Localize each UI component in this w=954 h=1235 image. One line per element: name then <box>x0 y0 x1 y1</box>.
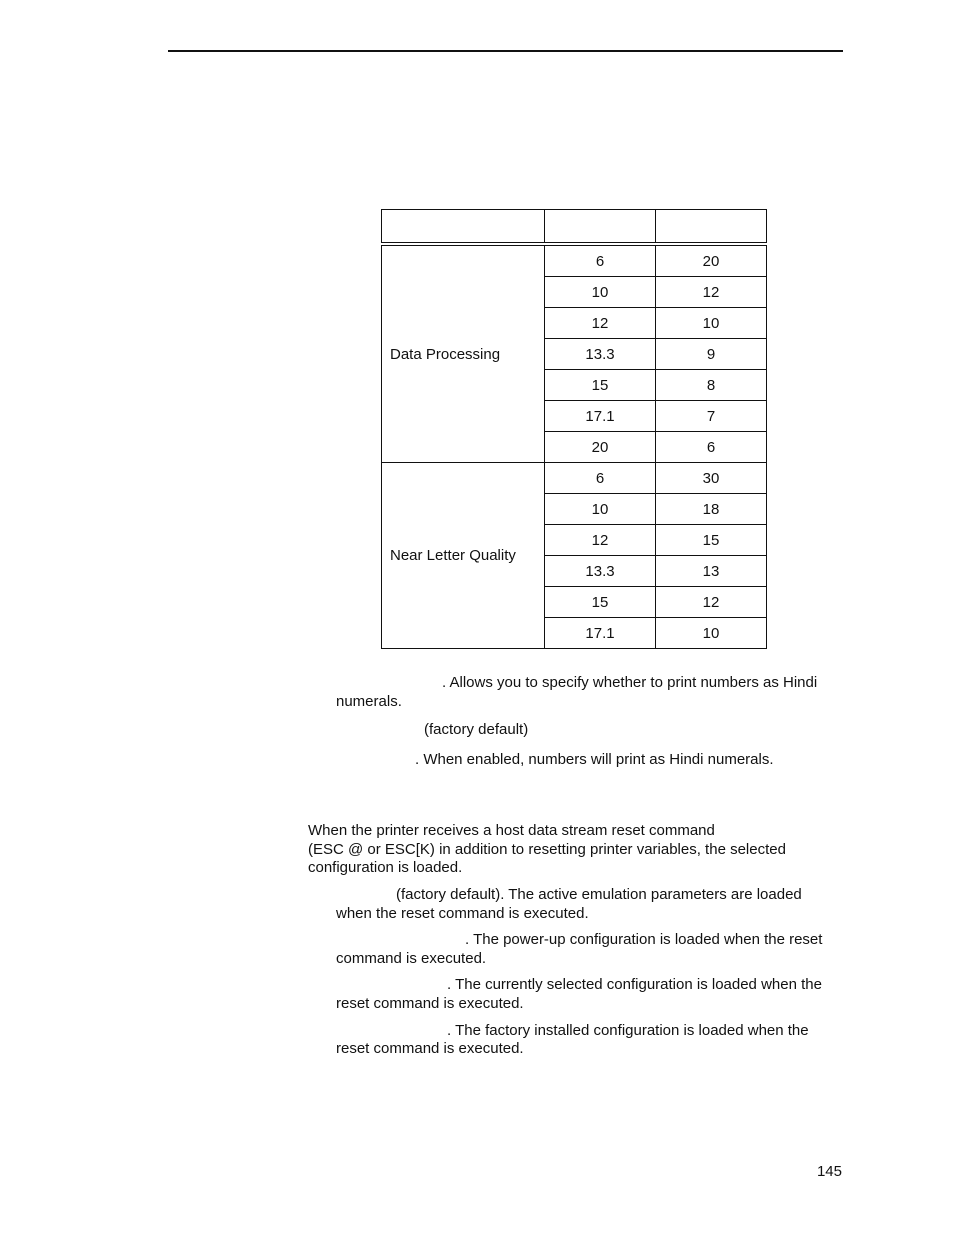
table-row <box>382 463 767 494</box>
table-header-cell <box>382 210 545 245</box>
hindi-option-enable: . When enabled, numbers will print as Hindi numerals. <box>415 751 774 768</box>
table-cell: 6 <box>545 244 656 277</box>
table-header-cell <box>545 210 656 245</box>
pitch-table <box>381 209 767 649</box>
table-cell: 10 <box>545 494 656 525</box>
table-cell: 6 <box>656 432 767 463</box>
mode-cell-near-letter-quality: Near Letter Quality <box>382 463 545 649</box>
reset-option-1-line2: when the reset command is executed. <box>336 905 589 922</box>
reset-option-4-line1: . The factory installed configuration is loaded when the <box>447 1022 809 1039</box>
table-cell: 12 <box>545 525 656 556</box>
table-header-row <box>382 210 767 245</box>
table-header-cell <box>656 210 767 245</box>
table-cell: 13.3 <box>545 556 656 587</box>
table-cell: 12 <box>656 587 767 618</box>
table-cell: 7 <box>656 401 767 432</box>
reset-option-2-line1: . The power-up configuration is loaded when the reset <box>465 931 823 948</box>
reset-intro-line3: configuration is loaded. <box>308 859 463 876</box>
table-cell: 30 <box>656 463 767 494</box>
header-rule <box>168 50 843 52</box>
table-cell: 20 <box>656 244 767 277</box>
table-cell: 13 <box>656 556 767 587</box>
page-number: 145 <box>816 1163 842 1180</box>
table-cell: 6 <box>545 463 656 494</box>
table-cell: 10 <box>656 308 767 339</box>
reset-option-3-line2: reset command is executed. <box>336 995 524 1012</box>
hindi-description-line1: . Allows you to specify whether to print numbers as Hindi <box>442 674 818 691</box>
table-cell: 18 <box>656 494 767 525</box>
table-cell: 10 <box>656 618 767 649</box>
table-cell: 10 <box>545 277 656 308</box>
reset-option-2-line2: command is executed. <box>336 950 487 967</box>
reset-option-1-line1: (factory default). The active emulation parameters are loaded <box>396 886 802 903</box>
table-row <box>382 244 767 277</box>
reset-option-3-line1: . The currently selected configuration is loaded when the <box>447 976 822 993</box>
table-cell: 12 <box>545 308 656 339</box>
table-cell: 15 <box>656 525 767 556</box>
table-cell: 15 <box>545 587 656 618</box>
table-cell: 17.1 <box>545 401 656 432</box>
table-cell: 20 <box>545 432 656 463</box>
table-cell: 13.3 <box>545 339 656 370</box>
hindi-description-line2: numerals. <box>336 693 402 710</box>
reset-intro-line2: (ESC @ or ESC[K) in addition to resetting printer variables, the selected <box>308 841 786 858</box>
table-cell: 8 <box>656 370 767 401</box>
table-cell: 15 <box>545 370 656 401</box>
table-cell: 17.1 <box>545 618 656 649</box>
mode-cell-data-processing: Data Processing <box>382 244 545 463</box>
reset-intro-line1: When the printer receives a host data stream reset command <box>308 822 715 839</box>
reset-option-4-line2: reset command is executed. <box>336 1040 524 1057</box>
hindi-option-disable: (factory default) <box>424 721 529 738</box>
table-cell: 12 <box>656 277 767 308</box>
table-cell: 9 <box>656 339 767 370</box>
